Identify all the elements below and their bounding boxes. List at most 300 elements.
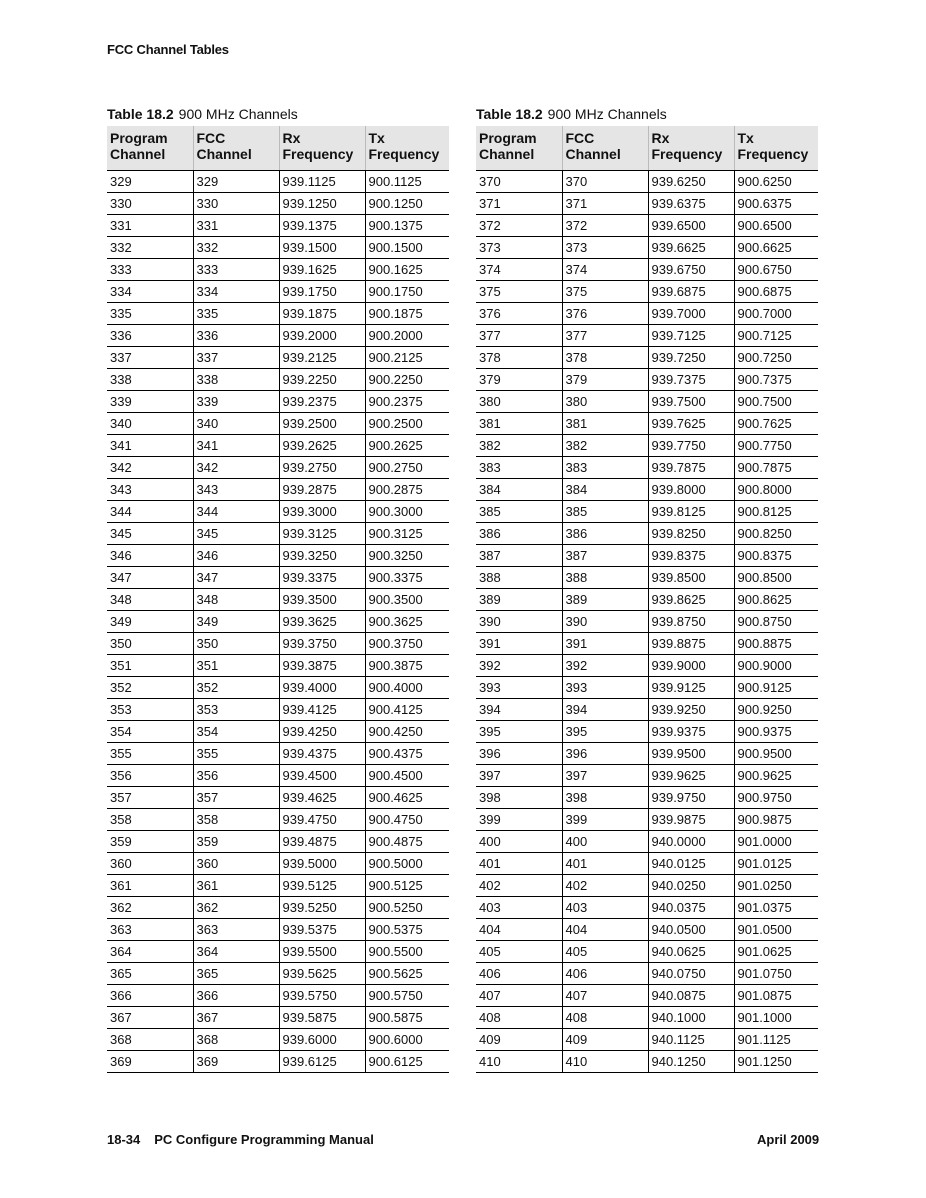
table-row <box>476 237 818 259</box>
rx-frequency-cell: 939.5000 <box>279 853 365 875</box>
table-row <box>476 941 818 963</box>
table-row <box>107 413 449 435</box>
rx-frequency-cell: 939.3875 <box>279 655 365 677</box>
rx-frequency-cell: 939.4500 <box>279 765 365 787</box>
fcc-channel-cell: 374 <box>562 259 648 281</box>
table-body <box>107 171 449 1073</box>
rx-frequency-cell: 939.3000 <box>279 501 365 523</box>
tx-frequency-cell: 900.2250 <box>365 369 449 391</box>
table-row <box>476 567 818 589</box>
table-row <box>107 655 449 677</box>
tx-frequency-cell: 900.8250 <box>734 523 818 545</box>
rx-frequency-cell: 939.5750 <box>279 985 365 1007</box>
fcc-channel-cell: 388 <box>562 567 648 589</box>
fcc-channel-cell: 377 <box>562 325 648 347</box>
program-channel-cell: 369 <box>107 1051 193 1073</box>
program-channel-cell: 361 <box>107 875 193 897</box>
rx-frequency-cell: 939.6250 <box>648 171 734 193</box>
table-row <box>476 457 818 479</box>
table-row <box>476 1029 818 1051</box>
rx-frequency-cell: 939.6125 <box>279 1051 365 1073</box>
fcc-channel-cell: 381 <box>562 413 648 435</box>
table-row <box>107 237 449 259</box>
fcc-channel-cell: 332 <box>193 237 279 259</box>
tx-frequency-cell: 900.4000 <box>365 677 449 699</box>
rx-frequency-cell: 939.7375 <box>648 369 734 391</box>
col-header-program-channel: Program Channel <box>107 126 193 171</box>
rx-frequency-cell: 939.6625 <box>648 237 734 259</box>
tx-frequency-cell: 901.0625 <box>734 941 818 963</box>
col-header-rx-frequency: Rx Frequency <box>279 126 365 171</box>
fcc-channel-cell: 379 <box>562 369 648 391</box>
rx-frequency-cell: 939.3125 <box>279 523 365 545</box>
program-channel-cell: 364 <box>107 941 193 963</box>
rx-frequency-cell: 939.3250 <box>279 545 365 567</box>
program-channel-cell: 355 <box>107 743 193 765</box>
program-channel-cell: 393 <box>476 677 562 699</box>
fcc-channel-cell: 408 <box>562 1007 648 1029</box>
manual-title: PC Configure Programming Manual <box>154 1132 374 1147</box>
fcc-channel-cell: 354 <box>193 721 279 743</box>
fcc-channel-cell: 368 <box>193 1029 279 1051</box>
table-row <box>476 787 818 809</box>
fcc-channel-cell: 380 <box>562 391 648 413</box>
fcc-channel-cell: 336 <box>193 325 279 347</box>
col-header-tx-frequency: Tx Frequency <box>734 126 818 171</box>
table-row <box>107 985 449 1007</box>
rx-frequency-cell: 939.8125 <box>648 501 734 523</box>
program-channel-cell: 394 <box>476 699 562 721</box>
tx-frequency-cell: 901.0375 <box>734 897 818 919</box>
program-channel-cell: 347 <box>107 567 193 589</box>
fcc-channel-cell: 387 <box>562 545 648 567</box>
program-channel-cell: 353 <box>107 699 193 721</box>
program-channel-cell: 349 <box>107 611 193 633</box>
rx-frequency-cell: 939.7250 <box>648 347 734 369</box>
rx-frequency-cell: 939.9250 <box>648 699 734 721</box>
frequency-table <box>476 126 818 1073</box>
rx-frequency-cell: 939.3375 <box>279 567 365 589</box>
tx-frequency-cell: 900.9500 <box>734 743 818 765</box>
table-row <box>476 853 818 875</box>
fcc-channel-cell: 353 <box>193 699 279 721</box>
tx-frequency-cell: 900.9000 <box>734 655 818 677</box>
table-row <box>476 743 818 765</box>
table-row <box>476 963 818 985</box>
table-row <box>107 589 449 611</box>
tx-frequency-cell: 901.0125 <box>734 853 818 875</box>
table-row <box>476 413 818 435</box>
fcc-channel-cell: 330 <box>193 193 279 215</box>
program-channel-cell: 370 <box>476 171 562 193</box>
rx-frequency-cell: 939.4750 <box>279 809 365 831</box>
fcc-channel-cell: 338 <box>193 369 279 391</box>
footer-date: April 2009 <box>757 1132 820 1147</box>
tx-frequency-cell: 900.3125 <box>365 523 449 545</box>
table-row <box>476 215 818 237</box>
fcc-channel-cell: 399 <box>562 809 648 831</box>
rx-frequency-cell: 939.7625 <box>648 413 734 435</box>
table-caption-text: 900 MHz Channels <box>547 106 667 122</box>
tx-frequency-cell: 900.4250 <box>365 721 449 743</box>
program-channel-cell: 409 <box>476 1029 562 1051</box>
rx-frequency-cell: 939.9375 <box>648 721 734 743</box>
fcc-channel-cell: 371 <box>562 193 648 215</box>
program-channel-cell: 398 <box>476 787 562 809</box>
table-row <box>107 215 449 237</box>
fcc-channel-cell: 397 <box>562 765 648 787</box>
table-row <box>107 677 449 699</box>
table-row <box>107 259 449 281</box>
program-channel-cell: 358 <box>107 809 193 831</box>
fcc-channel-cell: 402 <box>562 875 648 897</box>
fcc-channel-cell: 343 <box>193 479 279 501</box>
fcc-channel-cell: 331 <box>193 215 279 237</box>
fcc-channel-cell: 333 <box>193 259 279 281</box>
tx-frequency-cell: 900.1375 <box>365 215 449 237</box>
program-channel-cell: 410 <box>476 1051 562 1073</box>
fcc-channel-cell: 349 <box>193 611 279 633</box>
tx-frequency-cell: 900.2750 <box>365 457 449 479</box>
rx-frequency-cell: 940.0250 <box>648 875 734 897</box>
program-channel-cell: 343 <box>107 479 193 501</box>
table-row <box>107 633 449 655</box>
program-channel-cell: 357 <box>107 787 193 809</box>
tx-frequency-cell: 900.6125 <box>365 1051 449 1073</box>
tx-frequency-cell: 900.7750 <box>734 435 818 457</box>
tx-frequency-cell: 901.0500 <box>734 919 818 941</box>
table-row <box>476 479 818 501</box>
program-channel-cell: 360 <box>107 853 193 875</box>
rx-frequency-cell: 939.5250 <box>279 897 365 919</box>
program-channel-cell: 408 <box>476 1007 562 1029</box>
program-channel-cell: 336 <box>107 325 193 347</box>
program-channel-cell: 379 <box>476 369 562 391</box>
table-row <box>107 435 449 457</box>
table-caption-label: Table 18.2 <box>476 106 543 122</box>
rx-frequency-cell: 939.6875 <box>648 281 734 303</box>
program-channel-cell: 396 <box>476 743 562 765</box>
fcc-channel-cell: 386 <box>562 523 648 545</box>
table-row <box>476 677 818 699</box>
table-row <box>476 765 818 787</box>
program-channel-cell: 335 <box>107 303 193 325</box>
tx-frequency-cell: 900.6250 <box>734 171 818 193</box>
program-channel-cell: 407 <box>476 985 562 1007</box>
table-row <box>107 501 449 523</box>
program-channel-cell: 365 <box>107 963 193 985</box>
fcc-channel-cell: 401 <box>562 853 648 875</box>
frequency-table <box>107 126 449 1073</box>
program-channel-cell: 405 <box>476 941 562 963</box>
table-row <box>476 501 818 523</box>
rx-frequency-cell: 939.2250 <box>279 369 365 391</box>
program-channel-cell: 385 <box>476 501 562 523</box>
tx-frequency-cell: 900.9375 <box>734 721 818 743</box>
table-row <box>107 919 449 941</box>
tx-frequency-cell: 900.4625 <box>365 787 449 809</box>
table-header-row <box>476 126 818 171</box>
rx-frequency-cell: 939.2875 <box>279 479 365 501</box>
table-row <box>107 809 449 831</box>
tx-frequency-cell: 900.6875 <box>734 281 818 303</box>
rx-frequency-cell: 939.4625 <box>279 787 365 809</box>
fcc-channel-cell: 364 <box>193 941 279 963</box>
program-channel-cell: 356 <box>107 765 193 787</box>
rx-frequency-cell: 939.3625 <box>279 611 365 633</box>
tx-frequency-cell: 900.3375 <box>365 567 449 589</box>
tx-frequency-cell: 901.1125 <box>734 1029 818 1051</box>
rx-frequency-cell: 939.4125 <box>279 699 365 721</box>
program-channel-cell: 383 <box>476 457 562 479</box>
program-channel-cell: 341 <box>107 435 193 457</box>
tx-frequency-cell: 900.9125 <box>734 677 818 699</box>
fcc-channel-cell: 356 <box>193 765 279 787</box>
table-row <box>476 1007 818 1029</box>
table-caption <box>107 106 449 126</box>
fcc-channel-cell: 406 <box>562 963 648 985</box>
tx-frequency-cell: 900.9750 <box>734 787 818 809</box>
tx-frequency-cell: 900.3750 <box>365 633 449 655</box>
rx-frequency-cell: 939.8250 <box>648 523 734 545</box>
rx-frequency-cell: 940.1125 <box>648 1029 734 1051</box>
table-row <box>476 281 818 303</box>
table-row <box>107 281 449 303</box>
program-channel-cell: 367 <box>107 1007 193 1029</box>
fcc-channel-cell: 362 <box>193 897 279 919</box>
fcc-channel-cell: 366 <box>193 985 279 1007</box>
tx-frequency-cell: 900.5125 <box>365 875 449 897</box>
table-row <box>107 721 449 743</box>
fcc-channel-cell: 358 <box>193 809 279 831</box>
fcc-channel-cell: 383 <box>562 457 648 479</box>
table-row <box>476 919 818 941</box>
rx-frequency-cell: 939.2375 <box>279 391 365 413</box>
program-channel-cell: 334 <box>107 281 193 303</box>
program-channel-cell: 359 <box>107 831 193 853</box>
program-channel-cell: 387 <box>476 545 562 567</box>
table-row <box>476 391 818 413</box>
fcc-channel-cell: 410 <box>562 1051 648 1073</box>
fcc-channel-cell: 355 <box>193 743 279 765</box>
tx-frequency-cell: 901.1000 <box>734 1007 818 1029</box>
program-channel-cell: 372 <box>476 215 562 237</box>
table-row <box>107 831 449 853</box>
channel-table-left <box>107 106 449 1073</box>
fcc-channel-cell: 398 <box>562 787 648 809</box>
fcc-channel-cell: 390 <box>562 611 648 633</box>
program-channel-cell: 386 <box>476 523 562 545</box>
fcc-channel-cell: 403 <box>562 897 648 919</box>
fcc-channel-cell: 369 <box>193 1051 279 1073</box>
tx-frequency-cell: 900.2625 <box>365 435 449 457</box>
rx-frequency-cell: 939.5500 <box>279 941 365 963</box>
fcc-channel-cell: 373 <box>562 237 648 259</box>
table-row <box>476 655 818 677</box>
table-row <box>476 721 818 743</box>
fcc-channel-cell: 342 <box>193 457 279 479</box>
table-row <box>107 369 449 391</box>
program-channel-cell: 400 <box>476 831 562 853</box>
table-row <box>476 325 818 347</box>
table-row <box>107 347 449 369</box>
table-row <box>107 567 449 589</box>
fcc-channel-cell: 407 <box>562 985 648 1007</box>
table-row <box>476 611 818 633</box>
table-row <box>476 589 818 611</box>
tx-frequency-cell: 900.8625 <box>734 589 818 611</box>
table-row <box>107 941 449 963</box>
table-row <box>107 787 449 809</box>
col-header-tx-frequency: Tx Frequency <box>365 126 449 171</box>
rx-frequency-cell: 939.1375 <box>279 215 365 237</box>
rx-frequency-cell: 939.2625 <box>279 435 365 457</box>
program-channel-cell: 388 <box>476 567 562 589</box>
table-row <box>476 259 818 281</box>
rx-frequency-cell: 939.8750 <box>648 611 734 633</box>
program-channel-cell: 350 <box>107 633 193 655</box>
program-channel-cell: 381 <box>476 413 562 435</box>
rx-frequency-cell: 939.2000 <box>279 325 365 347</box>
tx-frequency-cell: 900.1875 <box>365 303 449 325</box>
tx-frequency-cell: 900.5875 <box>365 1007 449 1029</box>
rx-frequency-cell: 939.3750 <box>279 633 365 655</box>
fcc-channel-cell: 351 <box>193 655 279 677</box>
program-channel-cell: 373 <box>476 237 562 259</box>
table-row <box>476 545 818 567</box>
fcc-channel-cell: 396 <box>562 743 648 765</box>
tx-frequency-cell: 900.3000 <box>365 501 449 523</box>
program-channel-cell: 354 <box>107 721 193 743</box>
tx-frequency-cell: 900.5000 <box>365 853 449 875</box>
fcc-channel-cell: 378 <box>562 347 648 369</box>
rx-frequency-cell: 940.0875 <box>648 985 734 1007</box>
table-row <box>107 1007 449 1029</box>
tx-frequency-cell: 900.4125 <box>365 699 449 721</box>
footer-left <box>107 1132 374 1147</box>
table-row <box>476 699 818 721</box>
table-caption-text: 900 MHz Channels <box>178 106 298 122</box>
tx-frequency-cell: 900.4500 <box>365 765 449 787</box>
program-channel-cell: 339 <box>107 391 193 413</box>
tx-frequency-cell: 900.8375 <box>734 545 818 567</box>
program-channel-cell: 371 <box>476 193 562 215</box>
table-row <box>107 303 449 325</box>
rx-frequency-cell: 939.7875 <box>648 457 734 479</box>
fcc-channel-cell: 335 <box>193 303 279 325</box>
rx-frequency-cell: 939.5625 <box>279 963 365 985</box>
table-row <box>107 523 449 545</box>
table-row <box>107 611 449 633</box>
table-row <box>107 391 449 413</box>
rx-frequency-cell: 939.9750 <box>648 787 734 809</box>
table-row <box>107 897 449 919</box>
tx-frequency-cell: 900.8875 <box>734 633 818 655</box>
table-row <box>476 985 818 1007</box>
fcc-channel-cell: 348 <box>193 589 279 611</box>
fcc-channel-cell: 394 <box>562 699 648 721</box>
tx-frequency-cell: 900.4875 <box>365 831 449 853</box>
rx-frequency-cell: 939.7000 <box>648 303 734 325</box>
fcc-channel-cell: 334 <box>193 281 279 303</box>
rx-frequency-cell: 939.2500 <box>279 413 365 435</box>
tx-frequency-cell: 900.2125 <box>365 347 449 369</box>
tx-frequency-cell: 900.3500 <box>365 589 449 611</box>
program-channel-cell: 401 <box>476 853 562 875</box>
fcc-channel-cell: 370 <box>562 171 648 193</box>
table-header-row <box>107 126 449 171</box>
table-row <box>476 435 818 457</box>
rx-frequency-cell: 939.2125 <box>279 347 365 369</box>
rx-frequency-cell: 939.8875 <box>648 633 734 655</box>
program-channel-cell: 342 <box>107 457 193 479</box>
rx-frequency-cell: 939.4375 <box>279 743 365 765</box>
program-channel-cell: 344 <box>107 501 193 523</box>
rx-frequency-cell: 939.6750 <box>648 259 734 281</box>
table-caption <box>476 106 818 126</box>
rx-frequency-cell: 939.6375 <box>648 193 734 215</box>
tx-frequency-cell: 900.8125 <box>734 501 818 523</box>
program-channel-cell: 351 <box>107 655 193 677</box>
col-header-fcc-channel: FCC Channel <box>562 126 648 171</box>
fcc-channel-cell: 393 <box>562 677 648 699</box>
program-channel-cell: 382 <box>476 435 562 457</box>
table-row <box>107 743 449 765</box>
program-channel-cell: 404 <box>476 919 562 941</box>
page-number: 18-34 <box>107 1132 141 1147</box>
tx-frequency-cell: 900.7375 <box>734 369 818 391</box>
table-caption-label: Table 18.2 <box>107 106 174 122</box>
tx-frequency-cell: 900.2500 <box>365 413 449 435</box>
fcc-channel-cell: 347 <box>193 567 279 589</box>
rx-frequency-cell: 939.5375 <box>279 919 365 941</box>
rx-frequency-cell: 939.9000 <box>648 655 734 677</box>
col-header-fcc-channel: FCC Channel <box>193 126 279 171</box>
program-channel-cell: 329 <box>107 171 193 193</box>
program-channel-cell: 395 <box>476 721 562 743</box>
fcc-channel-cell: 385 <box>562 501 648 523</box>
fcc-channel-cell: 367 <box>193 1007 279 1029</box>
table-row <box>107 853 449 875</box>
tx-frequency-cell: 900.5500 <box>365 941 449 963</box>
table-row <box>107 545 449 567</box>
rx-frequency-cell: 940.0375 <box>648 897 734 919</box>
table-row <box>476 193 818 215</box>
fcc-channel-cell: 357 <box>193 787 279 809</box>
table-row <box>107 457 449 479</box>
table-row <box>107 699 449 721</box>
fcc-channel-cell: 376 <box>562 303 648 325</box>
tx-frequency-cell: 900.1250 <box>365 193 449 215</box>
channel-table-right <box>476 106 818 1073</box>
tx-frequency-cell: 900.9250 <box>734 699 818 721</box>
fcc-channel-cell: 391 <box>562 633 648 655</box>
fcc-channel-cell: 409 <box>562 1029 648 1051</box>
program-channel-cell: 376 <box>476 303 562 325</box>
program-channel-cell: 374 <box>476 259 562 281</box>
rx-frequency-cell: 939.4875 <box>279 831 365 853</box>
tx-frequency-cell: 901.1250 <box>734 1051 818 1073</box>
table-row <box>476 369 818 391</box>
tx-frequency-cell: 900.1750 <box>365 281 449 303</box>
tx-frequency-cell: 900.4375 <box>365 743 449 765</box>
rx-frequency-cell: 939.8500 <box>648 567 734 589</box>
rx-frequency-cell: 939.7750 <box>648 435 734 457</box>
rx-frequency-cell: 939.9125 <box>648 677 734 699</box>
rx-frequency-cell: 939.8375 <box>648 545 734 567</box>
page-header-title: FCC Channel Tables <box>107 42 229 57</box>
tx-frequency-cell: 900.8500 <box>734 567 818 589</box>
